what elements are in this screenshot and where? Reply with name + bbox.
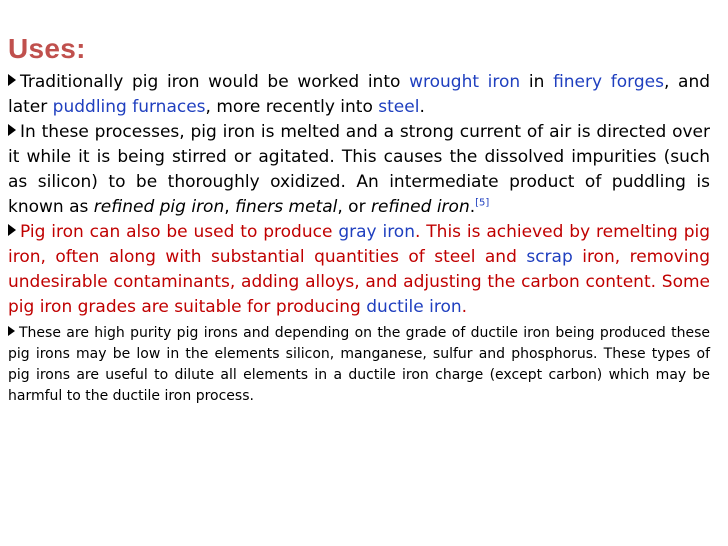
arrow-bullet-icon	[8, 224, 16, 236]
arrow-bullet-icon	[8, 326, 15, 336]
text-run: , or	[337, 197, 371, 217]
link-finery-forges[interactable]: finery forges	[553, 72, 664, 92]
text-run: .	[461, 297, 468, 317]
bullet-gray-iron	[8, 220, 710, 320]
term-refined-pig-iron: refined pig iron	[93, 197, 225, 217]
bullet-wrought-iron	[8, 70, 710, 120]
link-steel[interactable]: steel	[378, 97, 420, 117]
text-run: , more recently into	[205, 97, 379, 117]
link-wrought-iron[interactable]: wrought iron	[409, 72, 521, 92]
arrow-bullet-icon	[8, 74, 16, 86]
text-run: iron, removing undesirable contaminants, adding alloys, and adjusting the carbon content. Some pig iron grades are suitable for producing	[8, 247, 710, 317]
text-run: These are high purity pig irons and depending on the grade of ductile iron being produced these pig irons may be low in the elements silicon, manganese, sulfur and phosphorus. These types of pig irons are useful to dilute all elements in a ductile iron charge (except carbon) which may be harmful to the ductile iron process.	[8, 325, 710, 404]
text-run: in	[520, 72, 554, 92]
text-run: Traditionally pig iron would be worked into	[20, 72, 410, 92]
link-gray-iron[interactable]: gray iron	[338, 222, 415, 242]
link-ductile-iron[interactable]: ductile iron	[366, 297, 462, 317]
arrow-bullet-icon	[8, 124, 16, 136]
text-run: Pig iron can also be used to produce	[20, 222, 339, 242]
bullet-high-purity	[8, 323, 710, 407]
bullet-processes	[8, 120, 710, 220]
link-scrap[interactable]: scrap	[526, 247, 573, 267]
text-run: , and later	[8, 72, 711, 117]
term-refined-iron: refined iron	[370, 197, 470, 217]
link-puddling-furnaces[interactable]: puddling furnaces	[52, 97, 206, 117]
term-finers-metal: finers metal	[235, 197, 338, 217]
text-run: ,	[224, 197, 236, 217]
text-run: In these processes, pig iron is melted and a strong current of air is directed over it while it is being stirred or agitated. This causes the dissolved impurities (such as silicon) to be thoroughly oxidized. An intermediate product of puddling is known as	[8, 122, 710, 217]
slide-title: Uses:	[8, 33, 86, 64]
text-run: . This is achieved by remelting pig iron, often along with substantial quantities of steel and	[8, 222, 711, 267]
text-run: .	[469, 197, 476, 217]
text-run: .	[419, 97, 425, 117]
citation-link[interactable]: [5]	[475, 197, 490, 209]
